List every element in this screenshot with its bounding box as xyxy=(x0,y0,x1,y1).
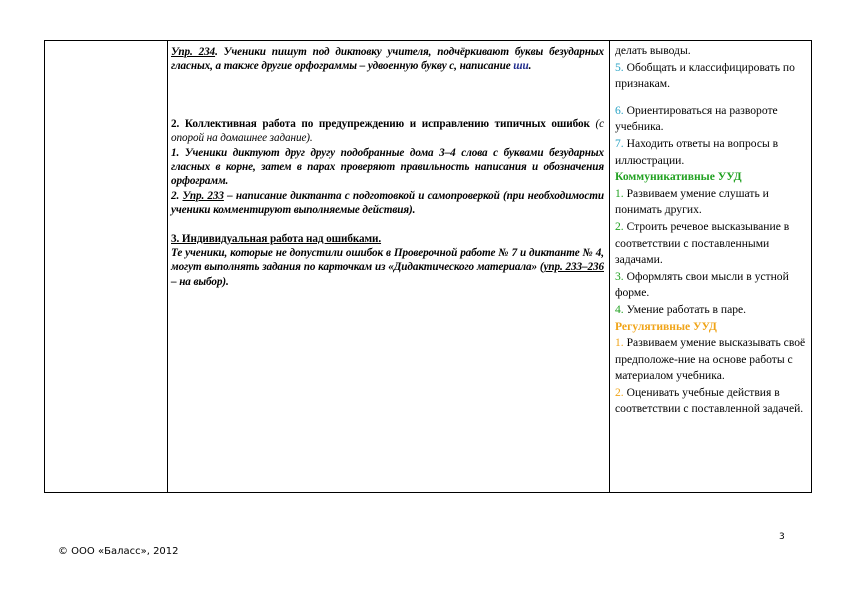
section-3-text-a: Те ученики, которые не допустили ошибок в Проверочной работе № 7 и диктанте № 4, могут выполнять задания по карточкам из «Дидактического материала» ( xyxy=(171,247,604,274)
column-divider-right xyxy=(609,41,610,492)
comm-item-3 xyxy=(615,269,809,302)
comm-item-1-number: 1. xyxy=(615,186,624,200)
comm-item-4-number: 4. xyxy=(615,302,624,316)
comm-item-3-text: Оформлять свои мысли в устной форме. xyxy=(615,269,789,300)
reg-item-2 xyxy=(615,385,809,418)
item-5-text: Обобщать и классифицировать по признакам. xyxy=(615,60,795,91)
item-6 xyxy=(615,103,809,136)
regulatory-uud-heading: Регулятивные УУД xyxy=(615,319,717,333)
comm-item-4-text: Умение работать в паре. xyxy=(623,302,747,316)
communicative-uud-heading: Коммуникативные УУД xyxy=(615,170,742,184)
section-2-note: (с опорой на домашнее задание). xyxy=(171,117,604,145)
reg-item-1-text: Развиваем умение высказывать своё предположе-ние на основе работы с материалом учебника. xyxy=(615,336,806,383)
item-7 xyxy=(615,136,809,169)
section-2-title: 2. Коллективная работа по предупреждению и исправлению типичных ошибок xyxy=(171,117,590,130)
section-2-heading xyxy=(171,117,604,146)
section-3-text-b: – на выбор). xyxy=(171,275,229,288)
uud-cell xyxy=(615,43,809,418)
comm-item-2-number: 2. xyxy=(615,219,624,233)
item-6-text: Ориентироваться на развороте учебника. xyxy=(615,103,778,134)
section-2-item-2 xyxy=(171,189,604,218)
comm-item-1-text: Развиваем умение слушать и понимать других. xyxy=(615,186,769,217)
comm-item-2 xyxy=(615,219,809,269)
comm-item-2-text: Строить речевое высказывание в соответствии с поставленными задачами. xyxy=(615,219,790,267)
sh-letters: ши xyxy=(513,60,529,73)
section-2-item-1: 1. Ученики диктуют друг другу подобранные дома 3–4 слова с буквами безударных гласных в корне, затем в парах проверяют правильность написания и обозначения орфограмм. xyxy=(171,146,604,188)
item-7-number: 7. xyxy=(615,136,624,150)
column-divider-left xyxy=(167,41,168,492)
item-6-number: 6. xyxy=(615,103,624,117)
page-number: 3 xyxy=(779,532,785,542)
exercises-233-236-ref: упр. 233–236 xyxy=(543,261,604,274)
comm-item-1 xyxy=(615,186,809,219)
exercise-234-ref: Упр. 234 xyxy=(171,46,216,58)
line-top: делать выводы. xyxy=(615,44,691,57)
section-3-text xyxy=(171,246,604,289)
reg-item-1 xyxy=(615,335,809,385)
copyright-footer: © ООО «Баласс», 2012 xyxy=(58,546,179,557)
reg-item-1-number: 1. xyxy=(615,336,624,350)
section-2-item-2-prefix: 2. xyxy=(171,189,183,202)
reg-item-2-text: Оценивать учебные действия в соответствии с поставленной задачей. xyxy=(615,385,804,416)
section-3-title: 3. Индивидуальная работа над ошибками. xyxy=(171,232,382,245)
lesson-table xyxy=(44,40,812,493)
exercise-234-text: . Ученики пишут под диктовку учителя, подчёркивают буквы безударных гласных, а также другие орфограммы – удвоенную букву с, написание xyxy=(171,46,604,73)
comm-item-3-number: 3. xyxy=(615,269,624,283)
exercise-234-end: . xyxy=(528,60,532,73)
item-7-text: Находить ответы на вопросы в иллюстрации. xyxy=(615,136,779,167)
item-5-number: 5. xyxy=(615,60,624,74)
exercise-234-paragraph xyxy=(171,45,604,74)
comm-item-4 xyxy=(615,302,809,319)
lesson-activities-cell xyxy=(171,45,604,289)
exercise-233-ref: Упр. 233 xyxy=(182,189,224,202)
section-2-item-2-text: – написание диктанта с подготовкой и самопроверкой (при необходимости ученики комментируют выполняемые действия). xyxy=(171,189,604,217)
item-5 xyxy=(615,60,809,93)
reg-item-2-number: 2. xyxy=(615,385,624,399)
